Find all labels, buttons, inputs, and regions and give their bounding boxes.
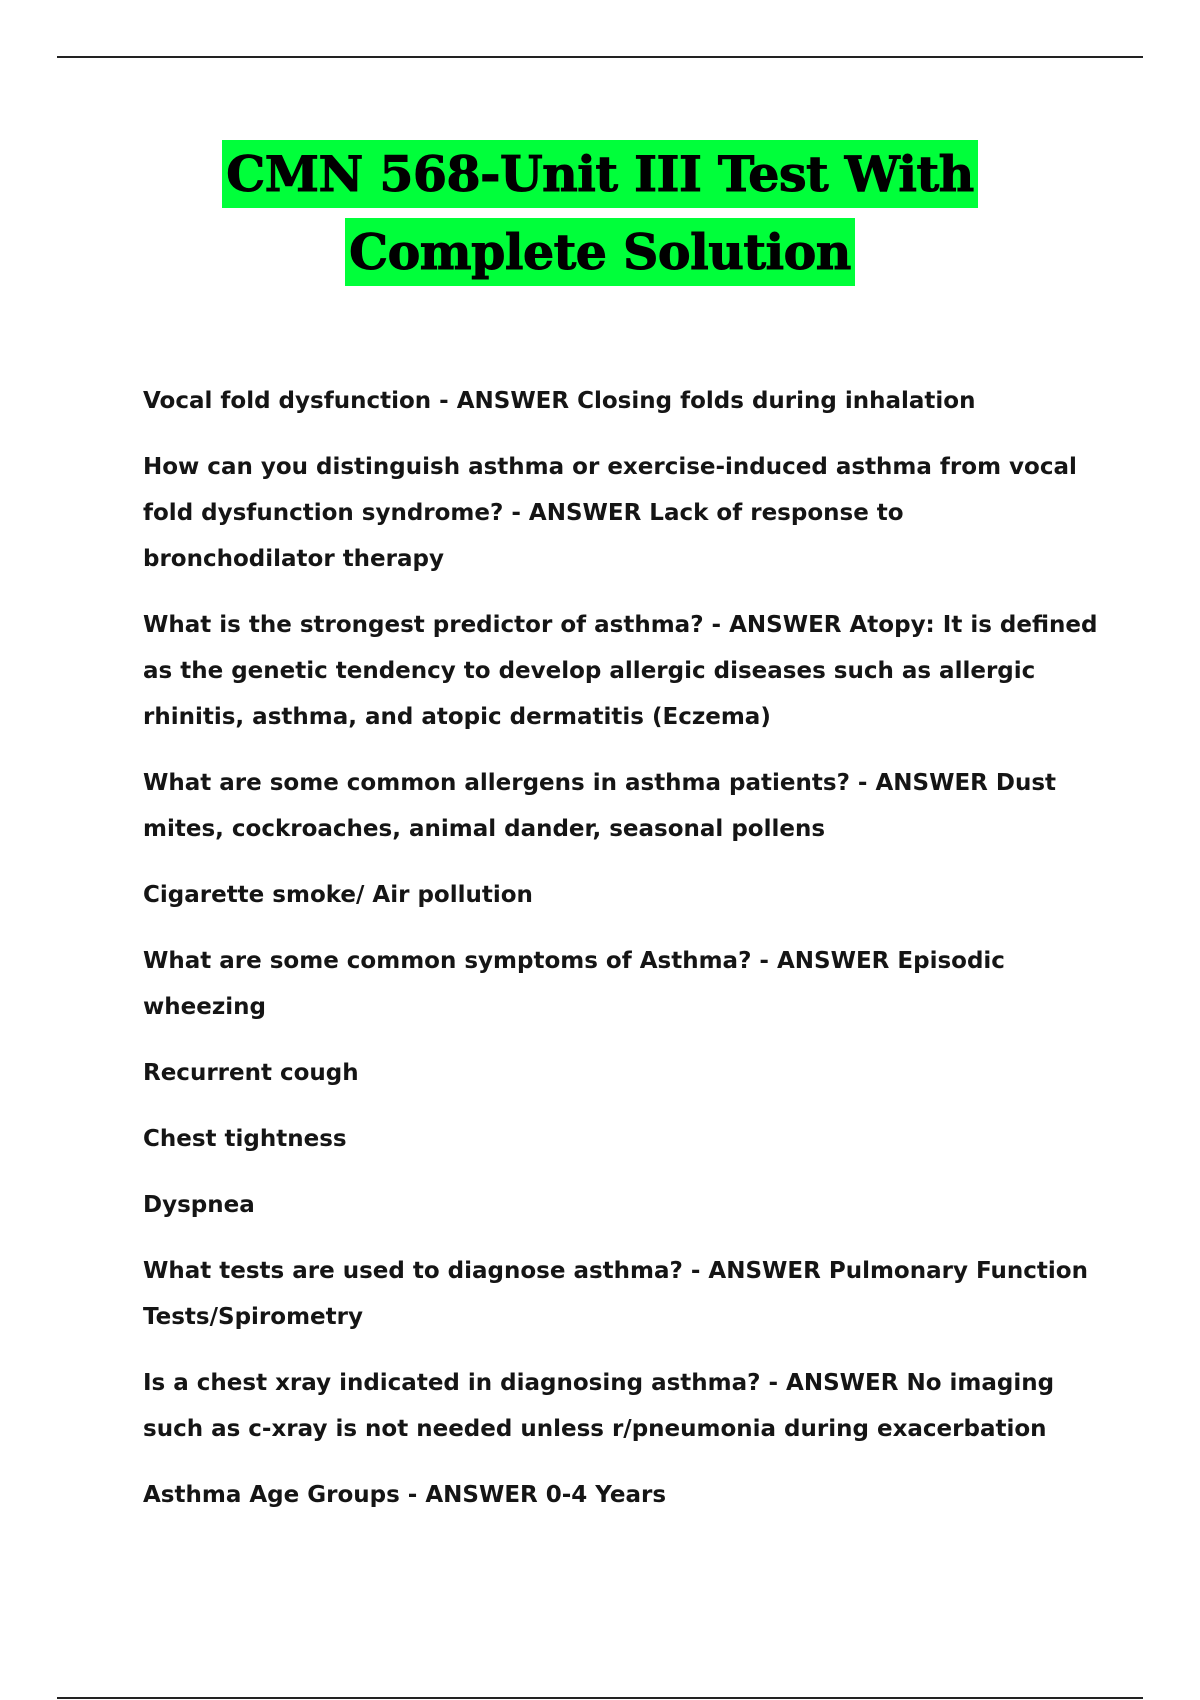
qa-entry-age-groups: Asthma Age Groups - ANSWER 0-4 Years	[143, 1482, 667, 1508]
title-line-2: Complete Solution	[345, 218, 855, 286]
bottom-rule	[57, 1697, 1143, 1699]
qa-entry-strongest-predictor: What is the strongest predictor of asthma? - ANSWER Atopy: It is defined as the genetic tendency to develop allergic diseases such as allergic rhinitis, asthma, and atopic dermatitis (Eczema)	[143, 612, 1098, 730]
qa-entry-dyspnea: Dyspnea	[143, 1192, 255, 1218]
title-line-1: CMN 568-Unit III Test With	[222, 140, 978, 208]
document-title	[0, 140, 1200, 296]
qa-entry-diagnostic-tests: What tests are used to diagnose asthma? - ANSWER Pulmonary Function Tests/Spirometry	[143, 1258, 1088, 1330]
qa-entry-chest-tightness: Chest tightness	[143, 1126, 347, 1152]
qa-entry-common-allergens: What are some common allergens in asthma patients? - ANSWER Dust mites, cockroaches, animal dander, seasonal pollens	[143, 770, 1057, 842]
qa-entry-distinguish-vcd: How can you distinguish asthma or exercise-induced asthma from vocal fold dysfunction syndrome? - ANSWER Lack of response to bronchodilator therapy	[143, 454, 1077, 572]
qa-list	[143, 378, 1103, 1538]
qa-entry-vocal-fold: Vocal fold dysfunction - ANSWER Closing folds during inhalation	[143, 388, 976, 414]
top-rule	[57, 56, 1143, 58]
qa-entry-chest-xray: Is a chest xray indicated in diagnosing asthma? - ANSWER No imaging such as c-xray is not needed unless r/pneumonia during exacerbation	[143, 1370, 1055, 1442]
qa-entry-common-symptoms: What are some common symptoms of Asthma? - ANSWER Episodic wheezing	[143, 948, 1005, 1020]
qa-entry-cigarette-smoke: Cigarette smoke/ Air pollution	[143, 882, 533, 908]
qa-entry-recurrent-cough: Recurrent cough	[143, 1060, 359, 1086]
